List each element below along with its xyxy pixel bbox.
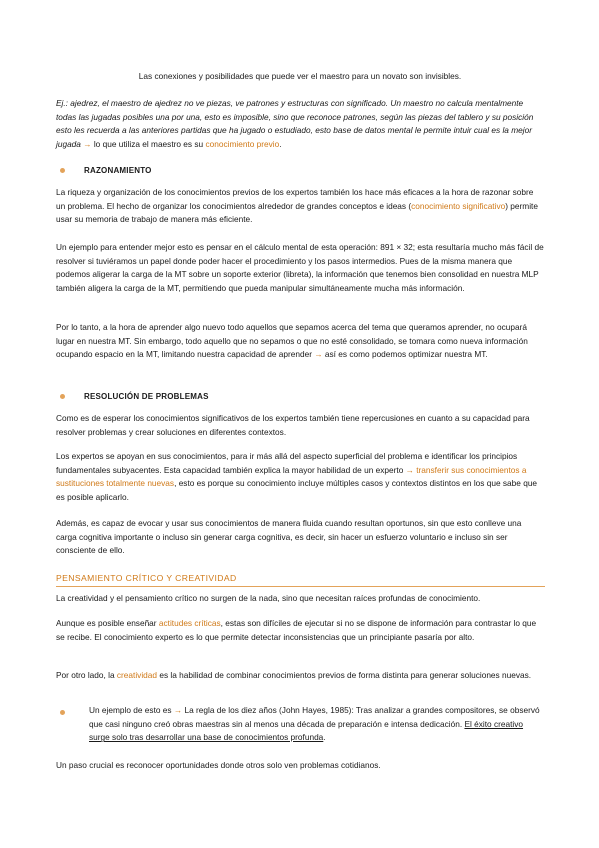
actitudes-criticas-term: actitudes críticas — [158, 618, 221, 628]
critico-p1: La creatividad y el pensamiento crítico no surgen de la nada, sino que necesitan raíces profundas de conocimiento. — [56, 593, 481, 603]
critico-p2-text: Aunque es posible enseñar — [56, 618, 157, 628]
example-end: . — [279, 138, 282, 149]
example-text: Ej.: ajedrez, el maestro de ajedrez no ve piezas, ve patrones y estructuras con significado. Un maestro no calcula mentalmente todas las jugadas posibles una por una, esto es imposible, sino que reconoce patrones, según las piezas del tablero y su posición esto les recuerda a las anteriores partidas que ha jugado o estudiado, esto base de datos mental le permite intuir cual es la mejor jugada — [56, 98, 534, 149]
resolucion-p3: Además, es capaz de evocar y usar sus conocimientos de manera fluida cuando resultan oportunos, sin que esto conlleve una carga cognitiva importante o incluso sin generar carga cognitiva, es decir, sin hacer un esfuerzo voluntario e incluso sin ser consciente de ello. — [56, 518, 522, 556]
resolucion-p2-end: , esto es porque su conocimiento incluye múltiples casos y contextos distintos en los que sabe que es posible aplicarlo. — [56, 478, 538, 502]
critico-p4: Un paso crucial es reconocer oportunidades donde otros solo ven problemas cotidianos. — [56, 760, 381, 770]
razonamiento-p1-end: ) permite usar su memoria de trabajo de manera más eficiente. — [56, 200, 538, 225]
transferir-term: transferir sus conocimientos a sustituciones totalmente nuevas — [56, 464, 527, 489]
critico-bullet-text: Un ejemplo de esto es — [89, 705, 172, 715]
critico-p2-end: , estas son difíciles de ejecutar si no se dispone de información para contrastar lo que se recibe. El conocimiento experto es lo que permite detectar inconsistencias que un principiante pasaría por alto. — [56, 618, 537, 642]
bullet-dot-icon — [60, 168, 65, 173]
example-highlight: conocimiento previo — [205, 138, 280, 149]
resolucion-p1: Como es de esperar los conocimientos significativos de los expertos también tiene repercusiones en cuanto a su capacidad para resolver problemas y crear soluciones en diferentes contextos. — [56, 413, 530, 437]
arrow-icon: → — [83, 138, 92, 149]
section-rule — [56, 586, 545, 587]
critico-p3-text: Por otro lado, la — [56, 670, 115, 680]
resolucion-p2-text: Los expertos se apoyan en sus conocimientos, para ir más allá del aspecto superficial del problema e identificar los principios fundamentales subyacentes. Esta capacidad también explica la mayor habilidad de un experto — [56, 451, 518, 475]
exito-creativo-underlined: El éxito creativo surge solo tras desarrollar una base de conocimientos profunda — [89, 718, 524, 743]
arrow-icon: → — [405, 464, 414, 475]
example-tail: lo que utiliza el maestro es su — [93, 138, 204, 149]
razonamiento-p1-text: La riqueza y organización de los conocimientos previos de los expertos también los hace más eficaces a la hora de razonar sobre un problema. El hecho de organizar los conocimientos alrededor de grandes conceptos e ideas ( — [56, 187, 534, 211]
arrow-icon: → — [173, 705, 183, 715]
razonamiento-p3 — [56, 321, 544, 362]
razonamiento-p2: Un ejemplo para entender mejor esto es pensar en el cálculo mental de esta operación: 891 × 32; esta resultaría mucho más fácil de resolver si tuviéramos un papel donde poder hacer el procedimiento y los pasos intermedios. Pues de la misma manera que podemos aligerar la carga de la MT sobre un soporte exterior (libreta), la información que tenemos bien consolidad en nuestra MLP también aligera la carga de la MT, permitiendo que pueda manipular simultáneamente mucha más información. — [56, 242, 544, 293]
razonamiento-p3-text: Por lo tanto, a la hora de aprender algo nuevo todo aquellos que sepamos acerca del tema que queramos aprender, no ocupará lugar en nuestra MT. Sin embargo, todo aquello que no sepamos o que no esté consolidado, se tomara como nueva información ocupando espacio en la MT, limitando nuestra capacidad de aprender — [56, 322, 528, 360]
razonamiento-p3-end: así es como podemos optimizar nuestra MT. — [324, 349, 488, 360]
example-paragraph — [56, 97, 544, 151]
critico-p3-end: es la habilidad de combinar conocimientos previos de forma distinta para generar soluciones nuevas. — [159, 670, 532, 680]
creatividad-term: creatividad — [116, 670, 158, 680]
bullet-dot-icon — [60, 394, 65, 399]
intro-line: Las conexiones y posibilidades que puede ver el maestro para un novato son invisibles. — [138, 71, 462, 81]
heading-resolucion: RESOLUCIÓN DE PROBLEMAS — [84, 392, 209, 401]
critico-bullet-1 — [89, 704, 544, 745]
critico-p3 — [56, 669, 544, 683]
bullet-dot-icon — [60, 710, 65, 715]
conocimiento-significativo-term: conocimiento significativo — [411, 200, 506, 211]
razonamiento-p1 — [56, 186, 544, 227]
resolucion-p2 — [56, 450, 544, 504]
arrow-icon: → — [314, 349, 323, 360]
regla-diez-anos: La regla de los diez años (John Hayes, 1985): Tras analizar a grandes compositores, se observó que casi ninguno creó obras maestras sin al menos una década de preparación e intensa dedicación. — [89, 705, 540, 729]
section-title-critico: PENSAMIENTO CRÍTICO Y CREATIVIDAD — [56, 573, 237, 583]
critico-bullet-end: . — [323, 732, 326, 743]
heading-razonamiento: RAZONAMIENTO — [84, 166, 152, 175]
critico-p2 — [56, 617, 544, 644]
